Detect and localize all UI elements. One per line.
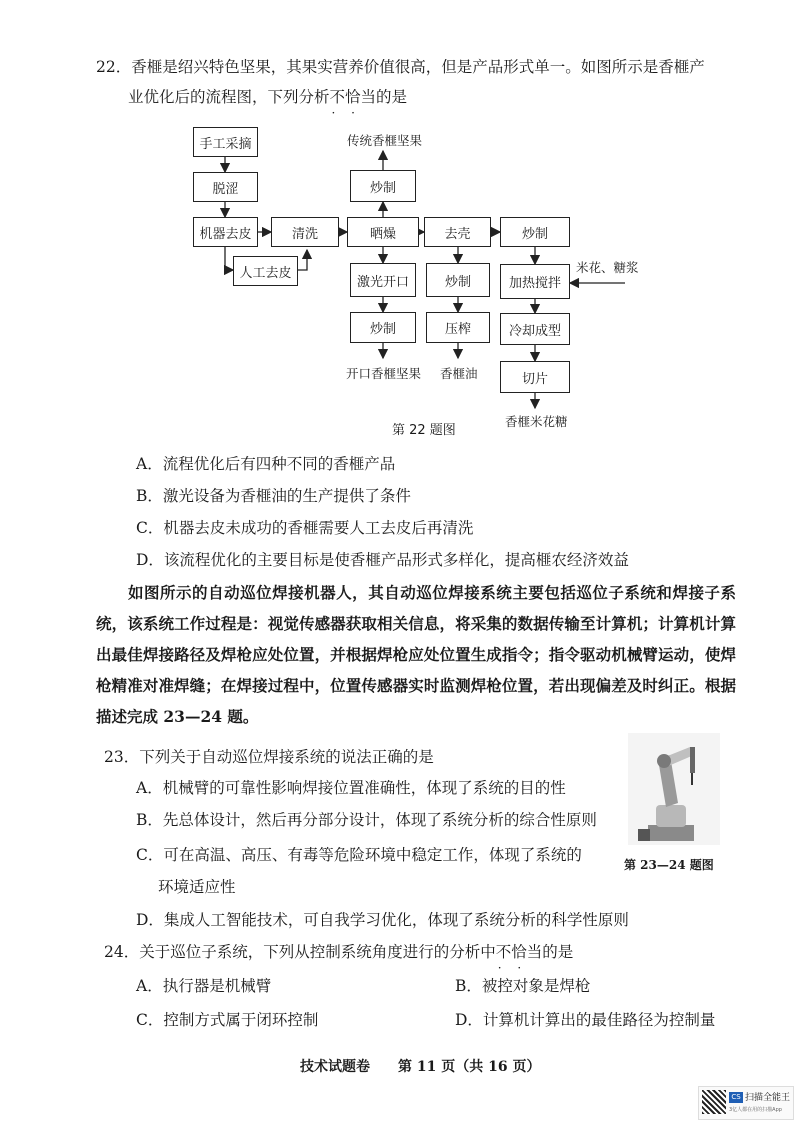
q24-stem-post: 的是 bbox=[542, 943, 574, 961]
q24-stem-pre: 24．关于巡位子系统，下列从控制系统角度进行的分析中 bbox=[104, 943, 496, 961]
flow-shell: 去壳 bbox=[424, 217, 491, 247]
cs-logo-icon: CS bbox=[729, 1092, 743, 1103]
flow-press: 压榨 bbox=[426, 312, 490, 343]
flow-stir-fry-right: 炒制 bbox=[500, 217, 570, 247]
flow-dry: 晒燥 bbox=[347, 217, 419, 247]
intro-text: 如图所示的自动巡位焊接机器人，其自动巡位焊接系统主要包括巡位子系统和焊接子系统，该系统工作过程是：视觉传感器获取相关信息，将采集的数据传输至计算机；计算机计算出最佳焊接路径及焊枪应处位置，并根据焊枪应处位置生成指令；指令驱动机械臂运动，使焊枪精准对准焊缝；在焊接过程中，位置传感器实时监测焊枪位置，若出现偏差及时纠正。根据描述完成 23—24 题。 bbox=[96, 583, 736, 726]
flow-machine-peel: 机器去皮 bbox=[193, 217, 258, 247]
q23-stem: 23．下列关于自动巡位焊接系统的说法正确的是 bbox=[104, 748, 434, 766]
q22-stem-post: 的是 bbox=[376, 88, 408, 106]
flow-open-nut: 开口香榧坚果 bbox=[346, 366, 422, 381]
flow-laser-open: 激光开口 bbox=[350, 263, 416, 297]
q22-stem-line1: 22．香榧是绍兴特色坚果，其果实营养价值很高，但是产品形式单一。如图所示是香榧产 bbox=[96, 58, 705, 76]
flow-heat-mix: 加热搅拌 bbox=[500, 264, 570, 299]
flow-oil: 香榧油 bbox=[440, 366, 478, 381]
q24-stem bbox=[104, 941, 573, 963]
q23-option-b: B．先总体设计，然后再分部分设计，体现了系统分析的综合性原则 bbox=[136, 811, 597, 829]
q23-option-a: A．机械臂的可靠性影响焊接位置准确性，体现了系统的目的性 bbox=[136, 779, 566, 797]
flow-manual-pick: 手工采摘 bbox=[193, 127, 258, 157]
q22-option-c: C．机器去皮未成功的香榧需要人工去皮后再清洗 bbox=[136, 519, 474, 537]
q22-option-d: D．该流程优化的主要目标是使香榧产品形式多样化，提高榧农经济效益 bbox=[136, 551, 629, 569]
q24-option-d: D．计算机计算出的最佳路径为控制量 bbox=[455, 1011, 716, 1029]
scanner-watermark bbox=[698, 1086, 794, 1120]
q23-option-d: D．集成人工智能技术，可自我学习优化，体现了系统分析的科学性原则 bbox=[136, 911, 629, 929]
flow-stir-fry-laser: 炒制 bbox=[350, 312, 416, 343]
flow-cool: 冷却成型 bbox=[500, 313, 570, 345]
flow-wash: 清洗 bbox=[271, 217, 339, 247]
scanner-subtitle: 3亿人都在用的扫描App bbox=[729, 1107, 782, 1113]
flow-input: 米花、糖浆 bbox=[576, 260, 639, 275]
flow-candy: 香榧米花糖 bbox=[505, 414, 568, 429]
q22-stem-pre: 业优化后的流程图，下列分析 bbox=[128, 88, 330, 106]
qr-code-icon bbox=[702, 1090, 726, 1114]
flow-manual-peel: 人工去皮 bbox=[233, 256, 298, 286]
q24-option-b: B．被控对象是焊枪 bbox=[455, 977, 591, 995]
q23-option-c-cont: 环境适应性 bbox=[158, 878, 236, 896]
q22-emphasis: 不恰当 · · bbox=[330, 88, 377, 106]
q23-figure-caption: 第 23—24 题图 bbox=[624, 858, 714, 872]
intro-paragraph bbox=[96, 577, 736, 732]
q23-option-c: C．可在高温、高压、有毒等危险环境中稳定工作，体现了系统的 bbox=[136, 846, 582, 864]
welding-robot-image bbox=[628, 733, 720, 845]
q24-option-c: C．控制方式属于闭环控制 bbox=[136, 1011, 319, 1029]
flow-stir-fry-shell: 炒制 bbox=[426, 263, 490, 297]
q22-option-a: A．流程优化后有四种不同的香榧产品 bbox=[136, 455, 396, 473]
flow-traditional-nut: 传统香榧坚果 bbox=[347, 133, 423, 148]
flow-deastringe: 脱涩 bbox=[193, 172, 258, 202]
q22-figure-caption: 第 22 题图 bbox=[392, 423, 456, 438]
q24-emphasis: 不恰当 · · bbox=[496, 943, 543, 961]
q22-option-b: B．激光设备为香榧油的生产提供了条件 bbox=[136, 487, 411, 505]
flow-stir-fry-top: 炒制 bbox=[350, 170, 416, 202]
page-footer: 技术试题卷 第 11 页（共 16 页） bbox=[300, 1059, 541, 1075]
q24-option-a: A．执行器是机械臂 bbox=[136, 977, 272, 995]
flow-slice: 切片 bbox=[500, 361, 570, 393]
scanner-name: 扫描全能王 bbox=[745, 1093, 791, 1103]
